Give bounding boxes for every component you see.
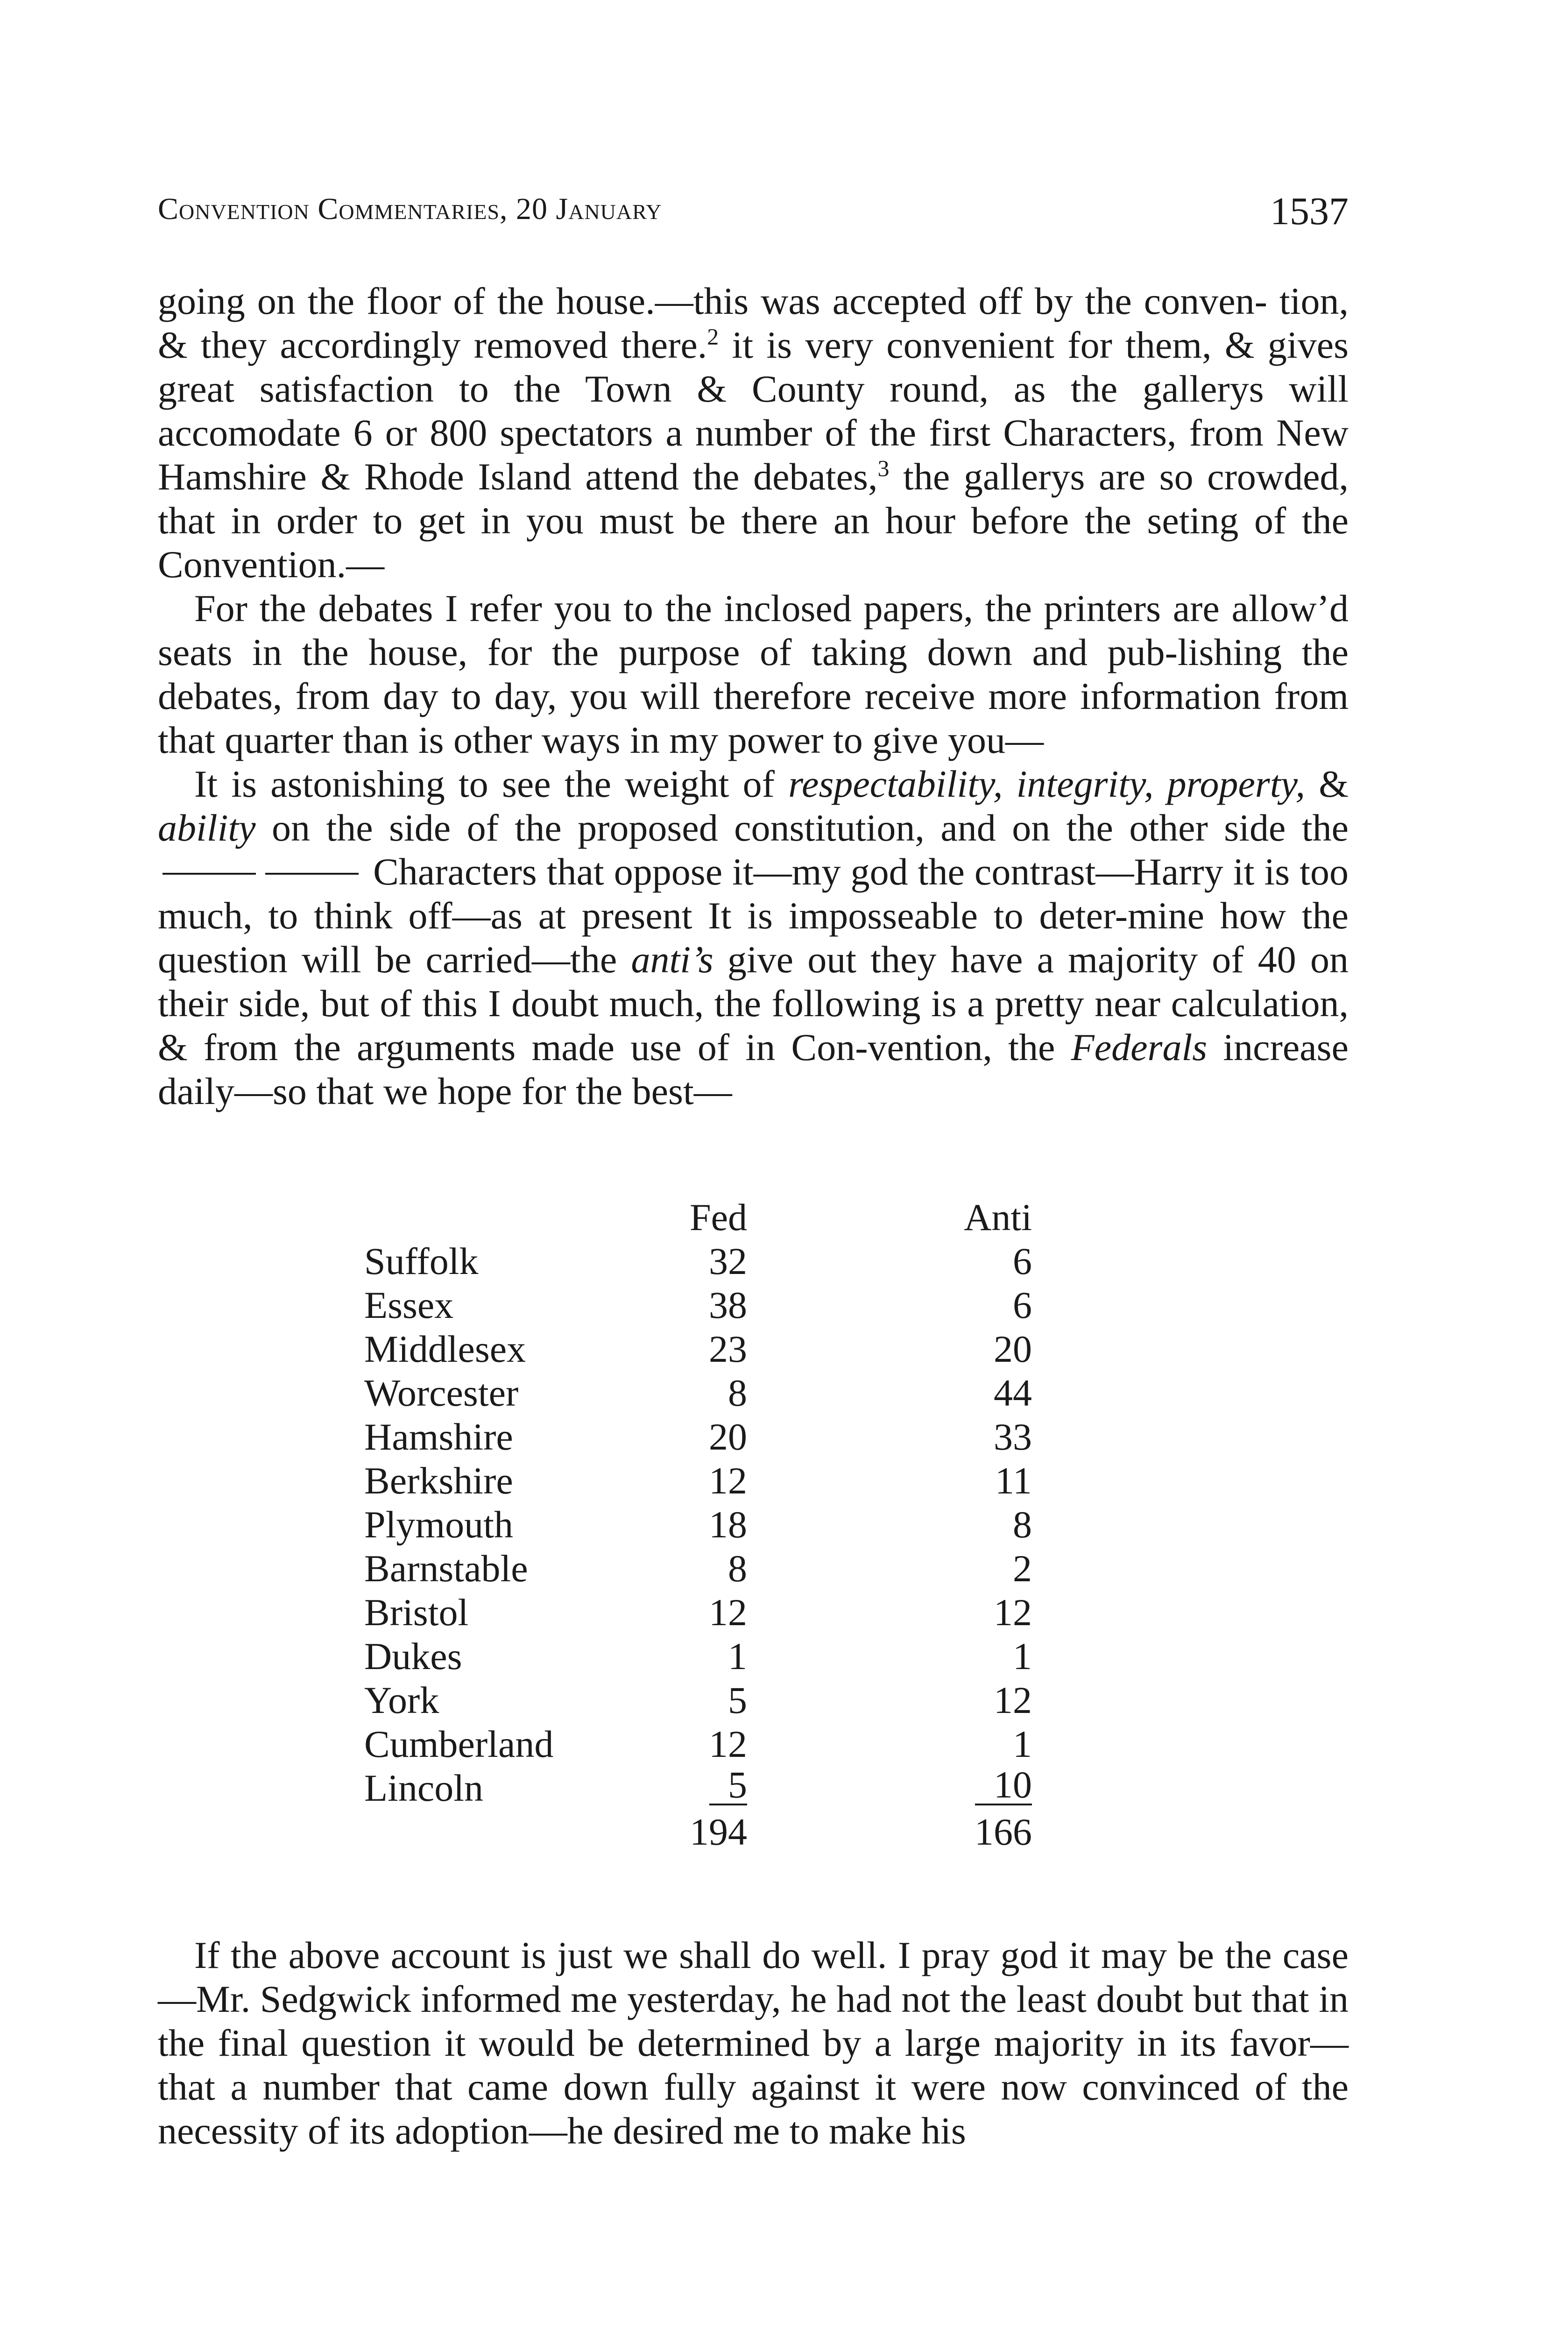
letter-body [158,279,1349,1113]
tally-rows [364,1239,1158,1810]
anti-count: 2 [1013,1547,1032,1590]
county-name: Lincoln [364,1767,484,1809]
anti-count: 6 [1013,1240,1032,1282]
anti-count: 6 [1013,1284,1032,1326]
county-name: Plymouth [364,1503,513,1546]
p1-line: & gives great satisfaction to the Town & County round, as the gallerys [158,324,1349,410]
letter-continuation [158,1933,1349,2153]
county-name: Berkshire [364,1459,513,1502]
blank-dash [162,873,256,875]
p1-line: it is very convenient for them, [719,324,1212,366]
tally-row [364,1283,1158,1327]
tally-row [364,1415,1158,1459]
tally-row [364,1634,1158,1678]
county-name: Suffolk [364,1240,479,1282]
fed-count: 1 [728,1635,747,1677]
anti-count: 12 [994,1591,1032,1634]
p3-text: & [1305,763,1349,805]
county-name: Middlesex [364,1328,526,1370]
p1-line: from New Hamshire & Rhode Island attend the debates, [158,411,1349,498]
anti-count: 20 [994,1328,1032,1370]
p1-line: will accomodate 6 or 800 spectators a number of the first Characters, [158,368,1349,454]
fed-count: 32 [709,1240,747,1282]
fed-count: 23 [709,1328,747,1370]
county-name: Barnstable [364,1547,528,1590]
fed-count: 5 [728,1679,747,1721]
tally-row [364,1678,1158,1722]
fed-count: 12 [709,1591,747,1634]
anti-count: 44 [994,1372,1032,1414]
county-name: Worcester [364,1372,519,1414]
p3-text: give out they have a majority of 40 on their side, but of this I doubt much, the following is a pretty near calculation, & from the arguments made use of in Con-vention, the [158,938,1349,1068]
fed-count: 5 [709,1766,747,1805]
p3-italic: anti’s [631,938,713,981]
paragraph-4: If the above account is just we shall do well. I pray god it may be the case—Mr. Sedgwick informed me yesterday, he had not the least doubt but that in the final question it would be determined by a large majority in its favor—that a number that came down fully against it were now convinced of the necessity of its adoption—he desired me to make his [158,1934,1349,2152]
county-name: Bristol [364,1591,469,1634]
tally-row [364,1722,1158,1766]
county-name: Essex [364,1284,454,1326]
fed-count: 38 [709,1284,747,1326]
fed-count: 20 [709,1415,747,1458]
fed-count: 12 [709,1459,747,1502]
anti-count: 12 [994,1679,1032,1721]
tally-row [364,1591,1158,1634]
p3-text: increase daily—so that we hope for the best— [158,1026,1349,1112]
fed-count: 18 [709,1503,747,1546]
p1-line: the gallerys [889,455,1085,498]
anti-count: 11 [995,1459,1032,1502]
tally-row [364,1547,1158,1591]
anti-count: 8 [1013,1503,1032,1546]
footnote-ref-2: 2 [707,323,719,350]
fed-header: Fed [690,1196,747,1238]
p3-text: on the side of the proposed constitution, and on the other side the [255,807,1349,849]
running-head [158,191,1349,243]
county-name: Cumberland [364,1723,554,1765]
tally-row [364,1239,1158,1283]
page-number: 1537 [1270,190,1349,233]
tally-row [364,1371,1158,1415]
p3-italic: respectability, integrity, property, [788,763,1305,805]
blank-dash [265,873,359,875]
paragraph-3 [158,762,1349,1113]
p1-line: are so crowded, that in order to get in you must be there an hour [158,455,1349,542]
county-name: York [364,1679,439,1721]
fed-count: 8 [728,1372,747,1414]
running-title: Convention Commentaries, 20 January [158,192,662,226]
anti-count: 1 [1013,1723,1032,1765]
p1-line: before the seting of the Convention.— [158,499,1349,586]
p3-text: It is astonishing to see the weight of [194,763,789,805]
anti-total: 166 [975,1811,1032,1853]
vote-tally-table [364,1196,1158,1854]
p3-text: Characters that oppose it—my god the contrast—Harry it is too much, to think off—as at present It is imposseable to deter-mine how the question will be carried—the [158,850,1349,981]
fed-total: 194 [690,1811,747,1853]
paragraph-2: For the debates I refer you to the inclosed papers, the printers are allow’d seats in the house, for the purpose of taking down and pub-lishing the debates, from day to day, you will therefore receive more information from that quarter than is other ways in my power to give you— [158,587,1349,761]
fed-count: 8 [728,1547,747,1590]
tally-row [364,1459,1158,1503]
county-name: Hamshire [364,1415,513,1458]
anti-count: 1 [1013,1635,1032,1677]
anti-header: Anti [964,1196,1032,1238]
paragraph-1 [158,279,1349,587]
tally-totals-row [364,1810,1158,1854]
tally-row [364,1503,1158,1547]
county-name: Dukes [364,1635,462,1677]
anti-count: 33 [994,1415,1032,1458]
p3-italic: ability [158,807,256,849]
anti-count: 10 [975,1766,1032,1805]
p1-line: going on the floor of the house.—this was accepted off by the conven- [158,280,1267,322]
fed-count: 12 [709,1723,747,1765]
tally-header-row [364,1196,1158,1239]
tally-row [364,1327,1158,1371]
footnote-ref-3: 3 [877,455,890,481]
tally-row [364,1763,1158,1810]
p1-line: tion, & they accordingly removed there. [158,280,1349,366]
p3-italic: Federals [1071,1026,1208,1068]
